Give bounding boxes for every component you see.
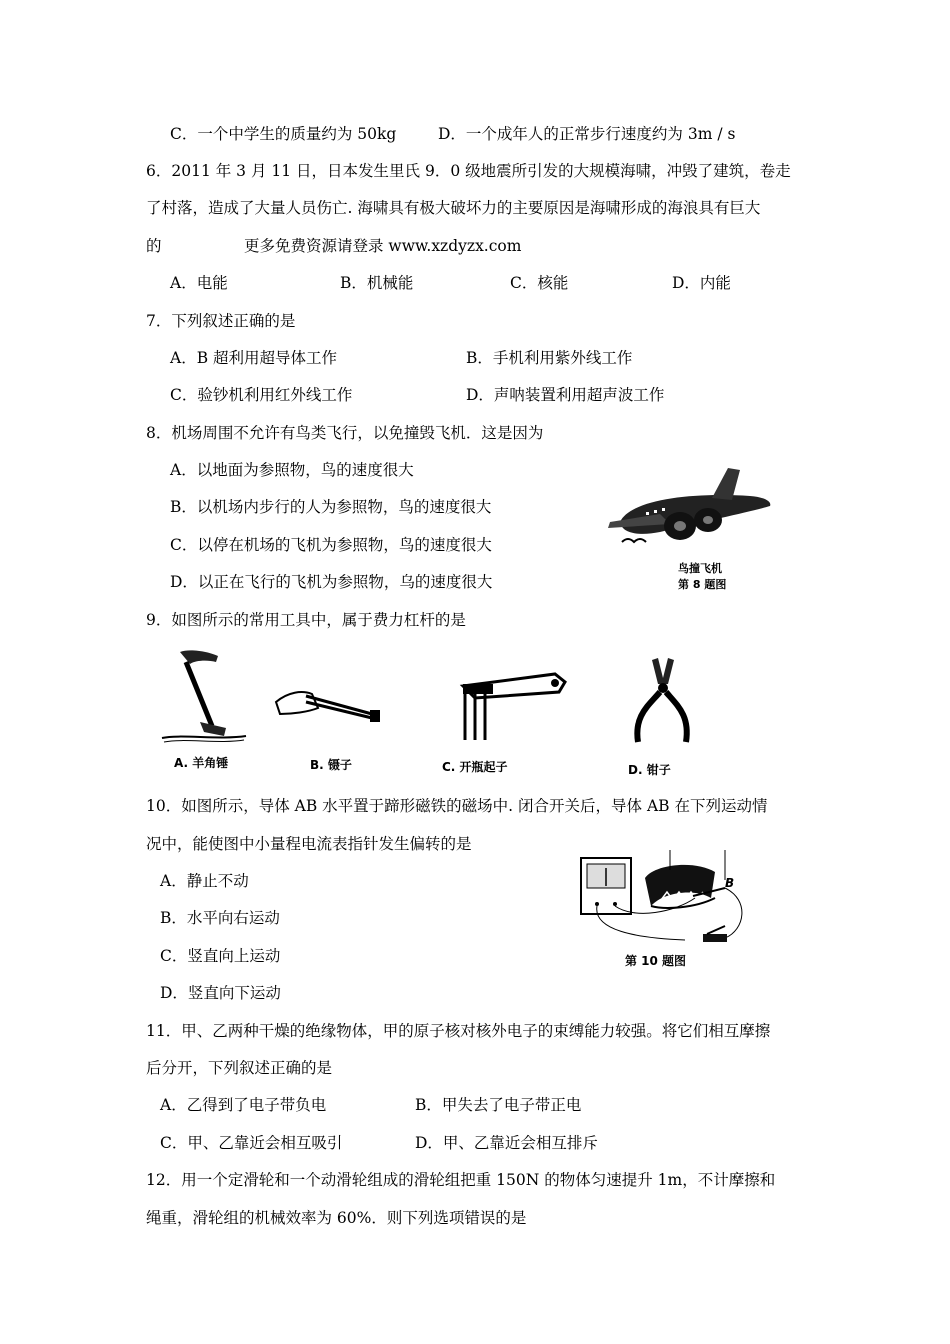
q12-stem-line1: 12．用一个定滑轮和一个动滑轮组成的滑轮组把重 150N 的物体匀速提升 1m，不计摩擦和 [146,1171,776,1189]
q6-stem-line2: 了村落，造成了大量人员伤亡. 海啸具有极大破坏力的主要原因是海啸形成的海浪具有巨大 [146,199,761,217]
q11-option-b: B．甲失去了电子带正电 [415,1096,582,1114]
q6-watermark: 更多免费资源请登录 www.xzdyzx.com [244,237,522,255]
q9-stem: 9．如图所示的常用工具中，属于费力杠杆的是 [146,611,466,629]
q6-option-a: A．电能 [170,274,228,292]
q8-option-a: A．以地面为参照物，鸟的速度很大 [170,461,414,479]
q8-figure [600,462,780,592]
q6-option-b: B．机械能 [340,274,414,292]
q10-option-d: D．竖直向下运动 [160,984,281,1002]
q10-figure [575,850,755,970]
tweezers-illustration [272,678,392,748]
q7-option-b: B．手机利用紫外线工作 [466,349,633,367]
q7-stem: 7．下列叙述正确的是 [146,312,296,330]
q8-stem: 8．机场周围不允许有鸟类飞行，以免撞毁飞机．这是因为 [146,424,544,442]
q10-figure-label-b: B [725,876,735,890]
q8-option-d: D．以正在飞行的飞机为参照物，乌的速度很大 [170,573,493,591]
q8-option-c: C．以停在机场的飞机为参照物，鸟的速度很大 [170,536,492,554]
q7-option-d: D．声呐装置利用超声波工作 [466,386,665,404]
q8-option-b: B．以机场内步行的人为参照物，鸟的速度很大 [170,498,492,516]
q10-option-c: C．竖直向上运动 [160,947,281,965]
q11-option-d: D．甲、乙靠近会相互排斥 [415,1134,598,1152]
q10-option-b: B．水平向右运动 [160,909,280,927]
q9-label-a: A. 羊角锤 [174,756,229,770]
q12-stem-line2: 绳重，滑轮组的机械效率为 60%．则下列选项错误的是 [146,1209,527,1227]
q6-stem-line3: 的 [146,237,162,255]
q11-stem-line1: 11．甲、乙两种干燥的绝缘物体，甲的原子核对核外电子的束缚能力较强。将它们相互摩擦 [146,1022,771,1040]
q7-option-c: C．验钞机利用红外线工作 [170,386,353,404]
q9-label-d: D. 钳子 [628,763,671,777]
q10-stem-line1: 10．如图所示，导体 AB 水平置于蹄形磁铁的磁场中. 闭合开关后，导体 AB 在下列运动情 [146,797,768,815]
q9-figure [160,648,720,783]
q7-option-a: A．B 超利用超导体工作 [170,349,338,367]
claw-hammer-illustration [160,648,250,748]
q10-figure-caption: 第 10 题图 [625,954,687,968]
q8-figure-caption2: 第 8 题图 [678,578,727,591]
q5-option-c: C．一个中学生的质量约为 50kg [170,125,397,143]
q6-stem-line1: 6．2011 年 3 月 11 日，日本发生里氏 9．0 级地震所引发的大规模海啸，冲毁了建筑，卷走 [146,162,791,180]
q5-option-d: D．一个成年人的正常步行速度约为 3m / s [438,125,736,143]
q11-option-c: C．甲、乙靠近会相互吸引 [160,1134,343,1152]
q9-label-c: C. 开瓶起子 [442,760,508,774]
q6-option-c: C．核能 [510,274,569,292]
q10-stem-line2: 况中，能使图中小量程电流表指针发生偏转的是 [146,835,472,853]
q11-stem-line2: 后分开，下列叙述正确的是 [146,1059,333,1077]
q11-option-a: A．乙得到了电子带负电 [160,1096,327,1114]
q6-option-d: D．内能 [672,274,731,292]
q10-option-a: A．静止不动 [160,872,249,890]
bottle-opener-illustration [455,668,575,748]
q9-label-b: B. 镊子 [310,758,352,772]
q8-figure-caption1: 鸟撞飞机 [678,562,722,575]
pliers-illustration [628,656,698,756]
